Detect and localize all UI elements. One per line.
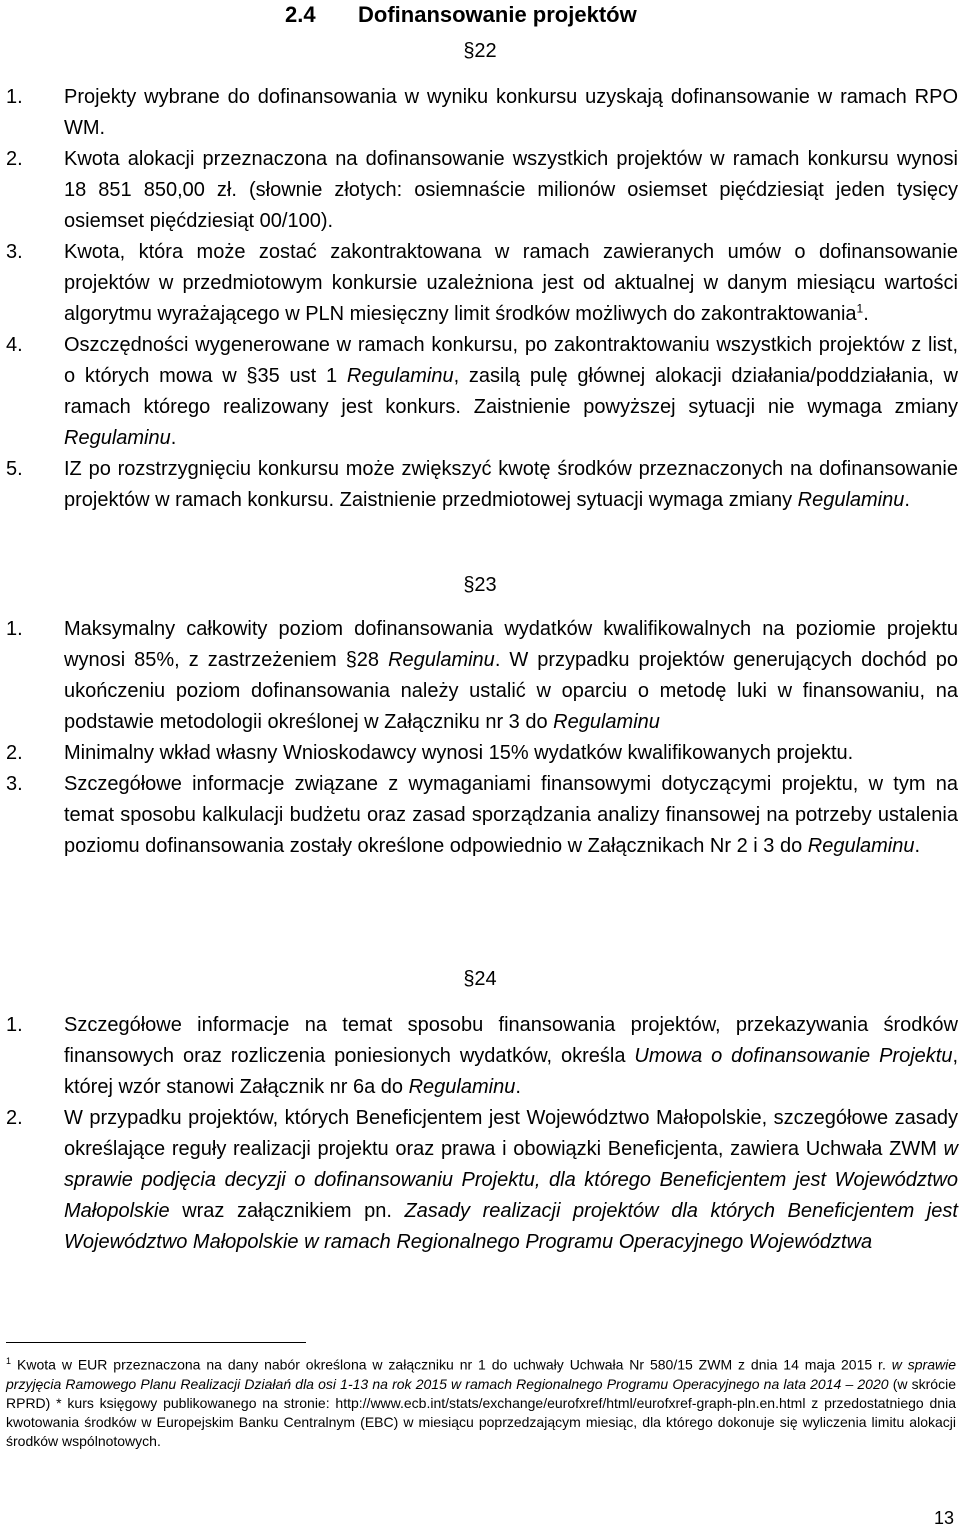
list-item: [0, 454, 960, 516]
item-text: , której wzór stanowi Załącznik nr 6a do: [64, 1045, 959, 1098]
paragraph-22-list: [0, 82, 960, 516]
item-text-wrap: [64, 330, 958, 454]
item-text-tail: .: [863, 303, 869, 325]
paragraph-label-23: §23: [463, 574, 497, 596]
footnote: [6, 1352, 956, 1451]
item-text-wrap: [64, 237, 958, 330]
italic-reference: Umowa o dofinansowanie Projektu: [634, 1045, 953, 1067]
section-number: 2.4: [285, 2, 316, 27]
footnote-italic-text: w sprawie przyjęcia Ramowego Planu Realizacji Działań dla osi 1-13 na rok 2015 w ramach Regionalnego Programu Operacyjnego na lata 2014 – 2020: [6, 1356, 956, 1392]
footnote-divider: [6, 1342, 306, 1343]
item-text: .: [515, 1076, 521, 1098]
item-number: 1.: [6, 618, 23, 640]
footnote-mark: 1: [6, 1356, 12, 1366]
section-heading: [285, 2, 637, 28]
item-text: . W przypadku projektów generujących dochód po ukończeniu poziom dofinansowania należy ustalić w oparciu o metodę luki w finansowaniu, na podstawie metodologii określonej w Załączniku nr 3 do: [64, 649, 958, 733]
item-text-wrap: [64, 614, 958, 738]
item-text: , zasilą pulę głównej alokacji działania/poddziałania, w ramach którego realizowany jest konkurs. Zaistnienie powyższej sytuacji nie wymaga zmiany: [64, 365, 959, 418]
list-item: [0, 82, 960, 144]
item-text-wrap: [64, 1010, 958, 1103]
section-title: Dofinansowanie projektów: [358, 2, 637, 27]
item-text-wrap: [64, 1103, 958, 1258]
footnote-reference: 1: [856, 301, 864, 316]
footnote-text: Kwota w EUR przeznaczona na dany nabór określona w załączniku nr 1 do uchwały Uchwała Nr 580/15 ZWM z dnia 14 maja 2015 r.: [17, 1356, 892, 1373]
item-text: Minimalny wkład własny Wnioskodawcy wynosi 15% wydatków kwalifikowanych projektu.: [64, 742, 854, 764]
item-text: Projekty wybrane do dofinansowania w wyniku konkursu uzyskają dofinansowanie w ramach RPO WM.: [64, 86, 958, 139]
item-text: Oszczędności wygenerowane w ramach konkursu, po zakontraktowaniu wszystkich projektów z list, o których mowa w §35 ust 1: [64, 334, 958, 387]
item-text: Szczegółowe informacje związane z wymaganiami finansowymi dotyczącymi projektu, w tym na temat sposobu kalkulacji budżetu oraz zasad sporządzania analizy finansowej na potrzeby ustalenia poziomu dofinansowania zostały określone odpowiednio w Załącznikach Nr 2 i 3 do: [64, 773, 958, 857]
italic-reference: Regulaminu: [64, 427, 171, 449]
italic-reference: Regulaminu: [807, 835, 915, 857]
paragraph-24-list: [0, 1010, 960, 1258]
item-text: .: [904, 489, 910, 511]
footnote-text: (w skrócie RPRD) * kurs księgowy publikowanego na stronie: http://www.ecb.int/stats/exchange/eurofxref/html/eurofxref-graph-pln.en.html z przedostatniego dnia kwotowania środków w Europejskim Banku Centralnym (EBC) w miesiącu poprzedzającym miesiąc, dla którego dokonuje się wyliczenia limitu alokacji środków wspólnotowych.: [6, 1375, 956, 1449]
paragraph-label-24: §24: [463, 968, 497, 990]
italic-reference: Regulaminu: [797, 489, 905, 511]
italic-reference: w sprawie podjęcia decyzji o dofinansowaniu Projektu, dla którego Beneficjentem jest Województwo Małopolskie: [64, 1138, 958, 1222]
list-item: [0, 1010, 960, 1103]
page-number: 13: [933, 1508, 954, 1528]
list-item: [0, 330, 960, 454]
item-text: Kwota, która może zostać zakontraktowana w ramach zawieranych umów o dofinansowanie projektów w przedmiotowym konkursie uzależniona jest od aktualnej w danym miesiącu wartości algorytmu wyrażającego w PLN miesięczny limit środków możliwych do zakontraktowania: [64, 241, 958, 325]
item-number: 2.: [6, 1107, 23, 1129]
item-text-wrap: [64, 454, 958, 516]
paragraph-23-list: [0, 614, 960, 862]
list-item: [0, 237, 960, 330]
list-item: [0, 614, 960, 738]
item-text: .: [170, 427, 177, 449]
item-text-wrap: [64, 769, 958, 862]
item-number: 1.: [6, 86, 23, 108]
list-item: [0, 1103, 960, 1258]
item-number: 5.: [6, 458, 23, 480]
paragraph-label-22: §22: [463, 40, 497, 62]
italic-reference: Zasady realizacji projektów dla których Beneficjentem jest Województwo Małopolskie w ramach Regionalnego Programu Operacyjnego Województwa: [64, 1200, 958, 1253]
item-number: 3.: [6, 773, 23, 795]
item-number: 2.: [6, 742, 23, 764]
item-text: Maksymalny całkowity poziom dofinansowania wydatków kwalifikowalnych na poziomie projektu wynosi 85%, z zastrzeżeniem §28: [64, 618, 958, 671]
list-item: [0, 769, 960, 862]
italic-reference: Regulaminu: [388, 649, 495, 671]
item-text: wraz załącznikiem pn.: [169, 1200, 405, 1222]
item-text: Szczegółowe informacje na temat sposobu finansowania projektów, przekazywania środków finansowych oraz rozliczenia poniesionych wydatków, określa: [64, 1014, 958, 1067]
list-item: [0, 738, 960, 769]
item-text: .: [914, 835, 921, 857]
item-number: 3.: [6, 241, 23, 263]
item-text: IZ po rozstrzygnięciu konkursu może zwiększyć kwotę środków przeznaczonych na dofinansowanie projektów w ramach konkursu. Zaistnienie przedmiotowej sytuacji wymaga zmiany: [64, 458, 958, 511]
italic-reference: Regulaminu: [408, 1076, 516, 1098]
item-text: Kwota alokacji przeznaczona na dofinansowanie wszystkich projektów w ramach konkursu wynosi 18 851 850,00 zł. (słownie złotych: osiemnaście milionów osiemset pięćdziesiąt jeden tysięcy osiemset pięćdziesiąt 00/100).: [64, 148, 958, 232]
item-text: W przypadku projektów, których Beneficjentem jest Województwo Małopolskie, szczegółowe zasady określające reguły realizacji projektu oraz prawa i obowiązki Beneficjenta, zawiera Uchwała ZWM: [64, 1107, 958, 1160]
italic-reference: Regulaminu: [553, 711, 660, 733]
list-item: [0, 144, 960, 237]
item-number: 4.: [6, 334, 23, 356]
italic-reference: Regulaminu: [346, 365, 454, 387]
item-number: 2.: [6, 148, 23, 170]
item-number: 1.: [6, 1014, 23, 1036]
